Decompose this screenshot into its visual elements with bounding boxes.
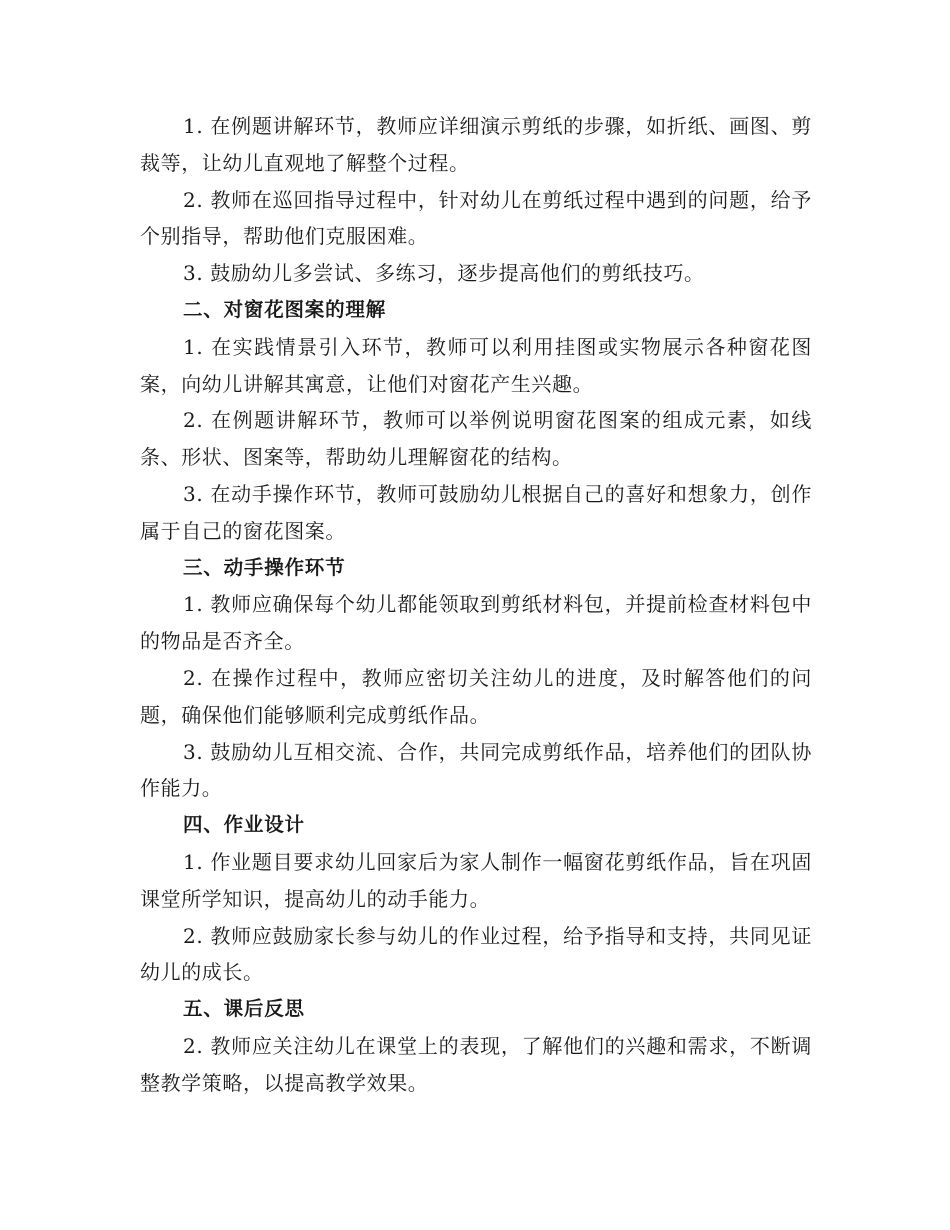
paragraph-demo-steps: 1. 在例题讲解环节，教师应详细演示剪纸的步骤，如折纸、画图、剪裁等，让幼儿直观地了解整个过程。: [140, 114, 812, 175]
paragraph-monitor-progress: 2. 在操作过程中，教师应密切关注幼儿的进度，及时解答他们的问题，确保他们能够顺利完成剪纸作品。: [140, 665, 812, 727]
document-body: [140, 108, 812, 1102]
section-heading-homework: 四、作业设计: [183, 813, 305, 837]
paragraph-pattern-intro: 1. 在实践情景引入环节，教师可以利用挂图或实物展示各种窗花图案，向幼儿讲解其寓意，让他们对窗花产生兴趣。: [140, 334, 812, 396]
paragraph-parent-involvement: 2. 教师应鼓励家长参与幼儿的作业过程，给予指导和支持，共同见证幼儿的成长。: [140, 923, 812, 985]
section-heading-hands-on: 三、动手操作环节: [183, 555, 346, 579]
paragraph-teamwork: 3. 鼓励幼儿互相交流、合作，共同完成剪纸作品，培养他们的团队协作能力。: [140, 739, 812, 801]
paragraph-reflection: 2. 教师应关注幼儿在课堂上的表现，了解他们的兴趣和需求，不断调整教学策略，以提高教学效果。: [140, 1033, 812, 1095]
paragraph-encourage-practice: 3. 鼓励幼儿多尝试、多练习，逐步提高他们的剪纸技巧。: [183, 261, 705, 286]
paragraph-individual-guidance: 2. 教师在巡回指导过程中，针对幼儿在剪纸过程中遇到的问题，给予个别指导，帮助他们克服困难。: [140, 187, 812, 249]
paragraph-materials-check: 1. 教师应确保每个幼儿都能领取到剪纸材料包，并提前检查材料包中的物品是否齐全。: [140, 592, 812, 654]
paragraph-pattern-elements: 2. 在例题讲解环节，教师可以举例说明窗花图案的组成元素，如线条、形状、图案等，帮助幼儿理解窗花的结构。: [140, 408, 812, 470]
section-heading-pattern-understanding: 二、对窗花图案的理解: [183, 297, 387, 321]
section-heading-reflection: 五、课后反思: [183, 997, 305, 1021]
paragraph-homework-task: 1. 作业题目要求幼儿回家后为家人制作一幅窗花剪纸作品，旨在巩固课堂所学知识，提高幼儿的动手能力。: [140, 849, 812, 911]
paragraph-pattern-creation: 3. 在动手操作环节，教师可鼓励幼儿根据自己的喜好和想象力，创作属于自己的窗花图案。: [140, 481, 812, 543]
